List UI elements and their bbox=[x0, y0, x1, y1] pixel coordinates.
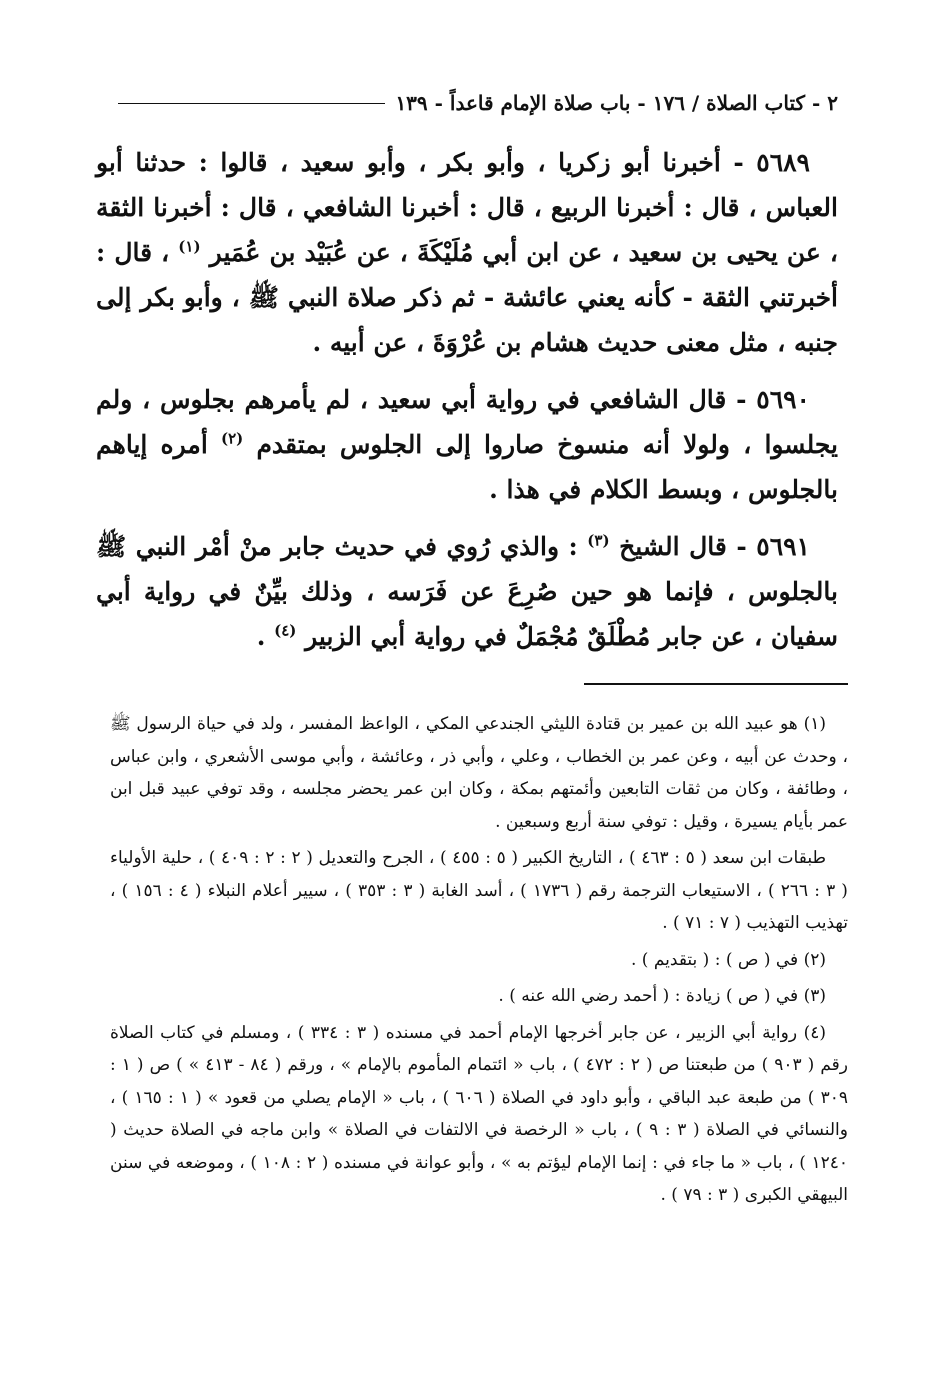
footnote-ref-4: (٤) bbox=[274, 621, 297, 640]
footnote-1: (١) هو عبيد الله بن عمير بن قتادة الليثي الجندعي المكي ، الواعظ المفسر ، ولد في حياة الرسول ﷺ ، وحدث عن أبيه ، وعن عمر بن الخطاب ، وعلي ، وأبي ذر ، وعائشة ، وأبي موسى الأشعري ، وابن عباس ، وطائفة ، وكان من ثقات التابعين وأئمتهم بمكة ، وكان ابن عمر يحضر مجلسه ، وقد توفي عبيد قبل ابن عمر بأيام يسيرة ، وقيل : توفي سنة أربع وسبعين . bbox=[110, 714, 848, 832]
paragraph-end: . bbox=[256, 622, 266, 651]
footnote-2: (٢) في ( ص ) : ( بتقديم ) . bbox=[631, 949, 826, 970]
running-title: ٢ - كتاب الصلاة / ١٧٦ - باب صلاة الإمام قاعداً - ١٣٩ bbox=[395, 91, 838, 115]
footnote-1-sources: طبقات ابن سعد ( ٥ : ٤٦٣ ) ، التاريخ الكبير ( ٥ : ٤٥٥ ) ، الجرح والتعديل ( ٢ : ٢ : ٤٠٩ ) ، حلية الأولياء ( ٣ : ٢٦٦ ) ، الاستيعاب الترجمة رقم ( ١٧٣٦ ) ، أسد الغابة ( ٣ : ٣٥٣ ) ، سيير أعلام النبلاء ( ٤ : ١٥٦ ) ، تهذيب التهذيب ( ٧ : ٧١ ) . bbox=[110, 848, 848, 933]
main-text bbox=[96, 140, 838, 671]
paragraph-5691 bbox=[96, 524, 838, 659]
paragraph-text: - أخبرنا أبو زكريا ، وأبو بكر ، وأبو سعيد ، قالوا : حدثنا أبو العباس ، قال : أخبرنا الربيع ، قال : أخبرنا الشافعي ، قال : أخبرنا الثقة ، عن يحيى بن سعيد ، عن ابن أبي مُلَيْكَةَ ، عن عُبَيْد بن عُمَير bbox=[96, 148, 838, 267]
footnote-separator bbox=[584, 683, 848, 685]
footnotes bbox=[110, 708, 848, 1216]
paragraph-text-continued: : والذي رُوي في حديث جابر منْ أمْر النبي ﷺ بالجلوس ، فإنما هو حين صُرِعَ عن فَرَسه ، وذلك بيِّنٌ في رواية أبي سفيان ، عن جابر مُطْلَقٌ مُجْمَلٌ في رواية أبي الزبير bbox=[96, 532, 838, 651]
hadith-number: ٥٦٩٠ bbox=[756, 385, 810, 414]
footnote-3: (٣) في ( ص ) زيادة : ( أحمد رضي الله عنه ) . bbox=[498, 986, 826, 1006]
footnote-4: (٤) رواية أبي الزبير ، عن جابر أخرجها الإمام أحمد في مسنده ( ٣ : ٣٣٤ ) ، ومسلم في كتاب الصلاة رقم ( ٩٠٣ ) من طبعتنا ص ( ٢ : ٤٧٢ ) ، باب « ائتمام المأموم بالإمام » ، ورقم ( ٨٤ - ٤١٣ » ) ص ( ١ : ٣٠٩ ) من طبعة عبد الباقي ، وأبو داود في الصلاة ( ٦٠٦ ) ، باب « الإمام يصلي من قعود » ( ١ : ١٦٥ ) ، والنسائي في الصلاة ( ٣ : ٩ ) ، باب « الرخصة في الالتفات في الصلاة » وابن ماجه في الصلاة حديث ( ١٢٤٠ ) ، باب « ما جاء في : إنما الإمام ليؤتم به » ، وأبو عوانة في مسنده ( ٢ : ١٠٨ ) ، وموضعه في سنن البيهقي الكبرى ( ٣ : ٧٩ ) . bbox=[110, 1022, 848, 1205]
footnote-ref-3: (٣) bbox=[587, 531, 610, 550]
paragraph-5689 bbox=[96, 140, 838, 365]
footnote-ref-2: (٢) bbox=[220, 429, 244, 448]
hadith-number: ٥٦٩١ bbox=[756, 532, 810, 561]
header-rule bbox=[118, 103, 385, 104]
paragraph-text: - قال الشافعي في رواية أبي سعيد ، لم يأمرهم بجلوس ، ولم يجلسوا ، ولولا أنه منسوخ صاروا إلى الجلوس بمتقدم bbox=[96, 385, 838, 459]
paragraph-text: - قال الشيخ bbox=[619, 532, 747, 561]
running-header bbox=[118, 86, 838, 120]
paragraph-5690 bbox=[96, 377, 838, 512]
footnote-ref-1: (١) bbox=[178, 237, 201, 256]
paragraph-text-continued: أمره إياهم بالجلوس ، وبسط الكلام في هذا . bbox=[96, 430, 838, 504]
hadith-number: ٥٦٨٩ bbox=[756, 148, 810, 177]
paragraph-text-continued: ، قال : أخبرتني الثقة - كأنه يعني عائشة - ثم ذكر صلاة النبي ﷺ ، وأبو بكر إلى جنبه ، مثل معنى حديث هشام بن عُرْوَةَ ، عن أبيه . bbox=[96, 238, 838, 357]
